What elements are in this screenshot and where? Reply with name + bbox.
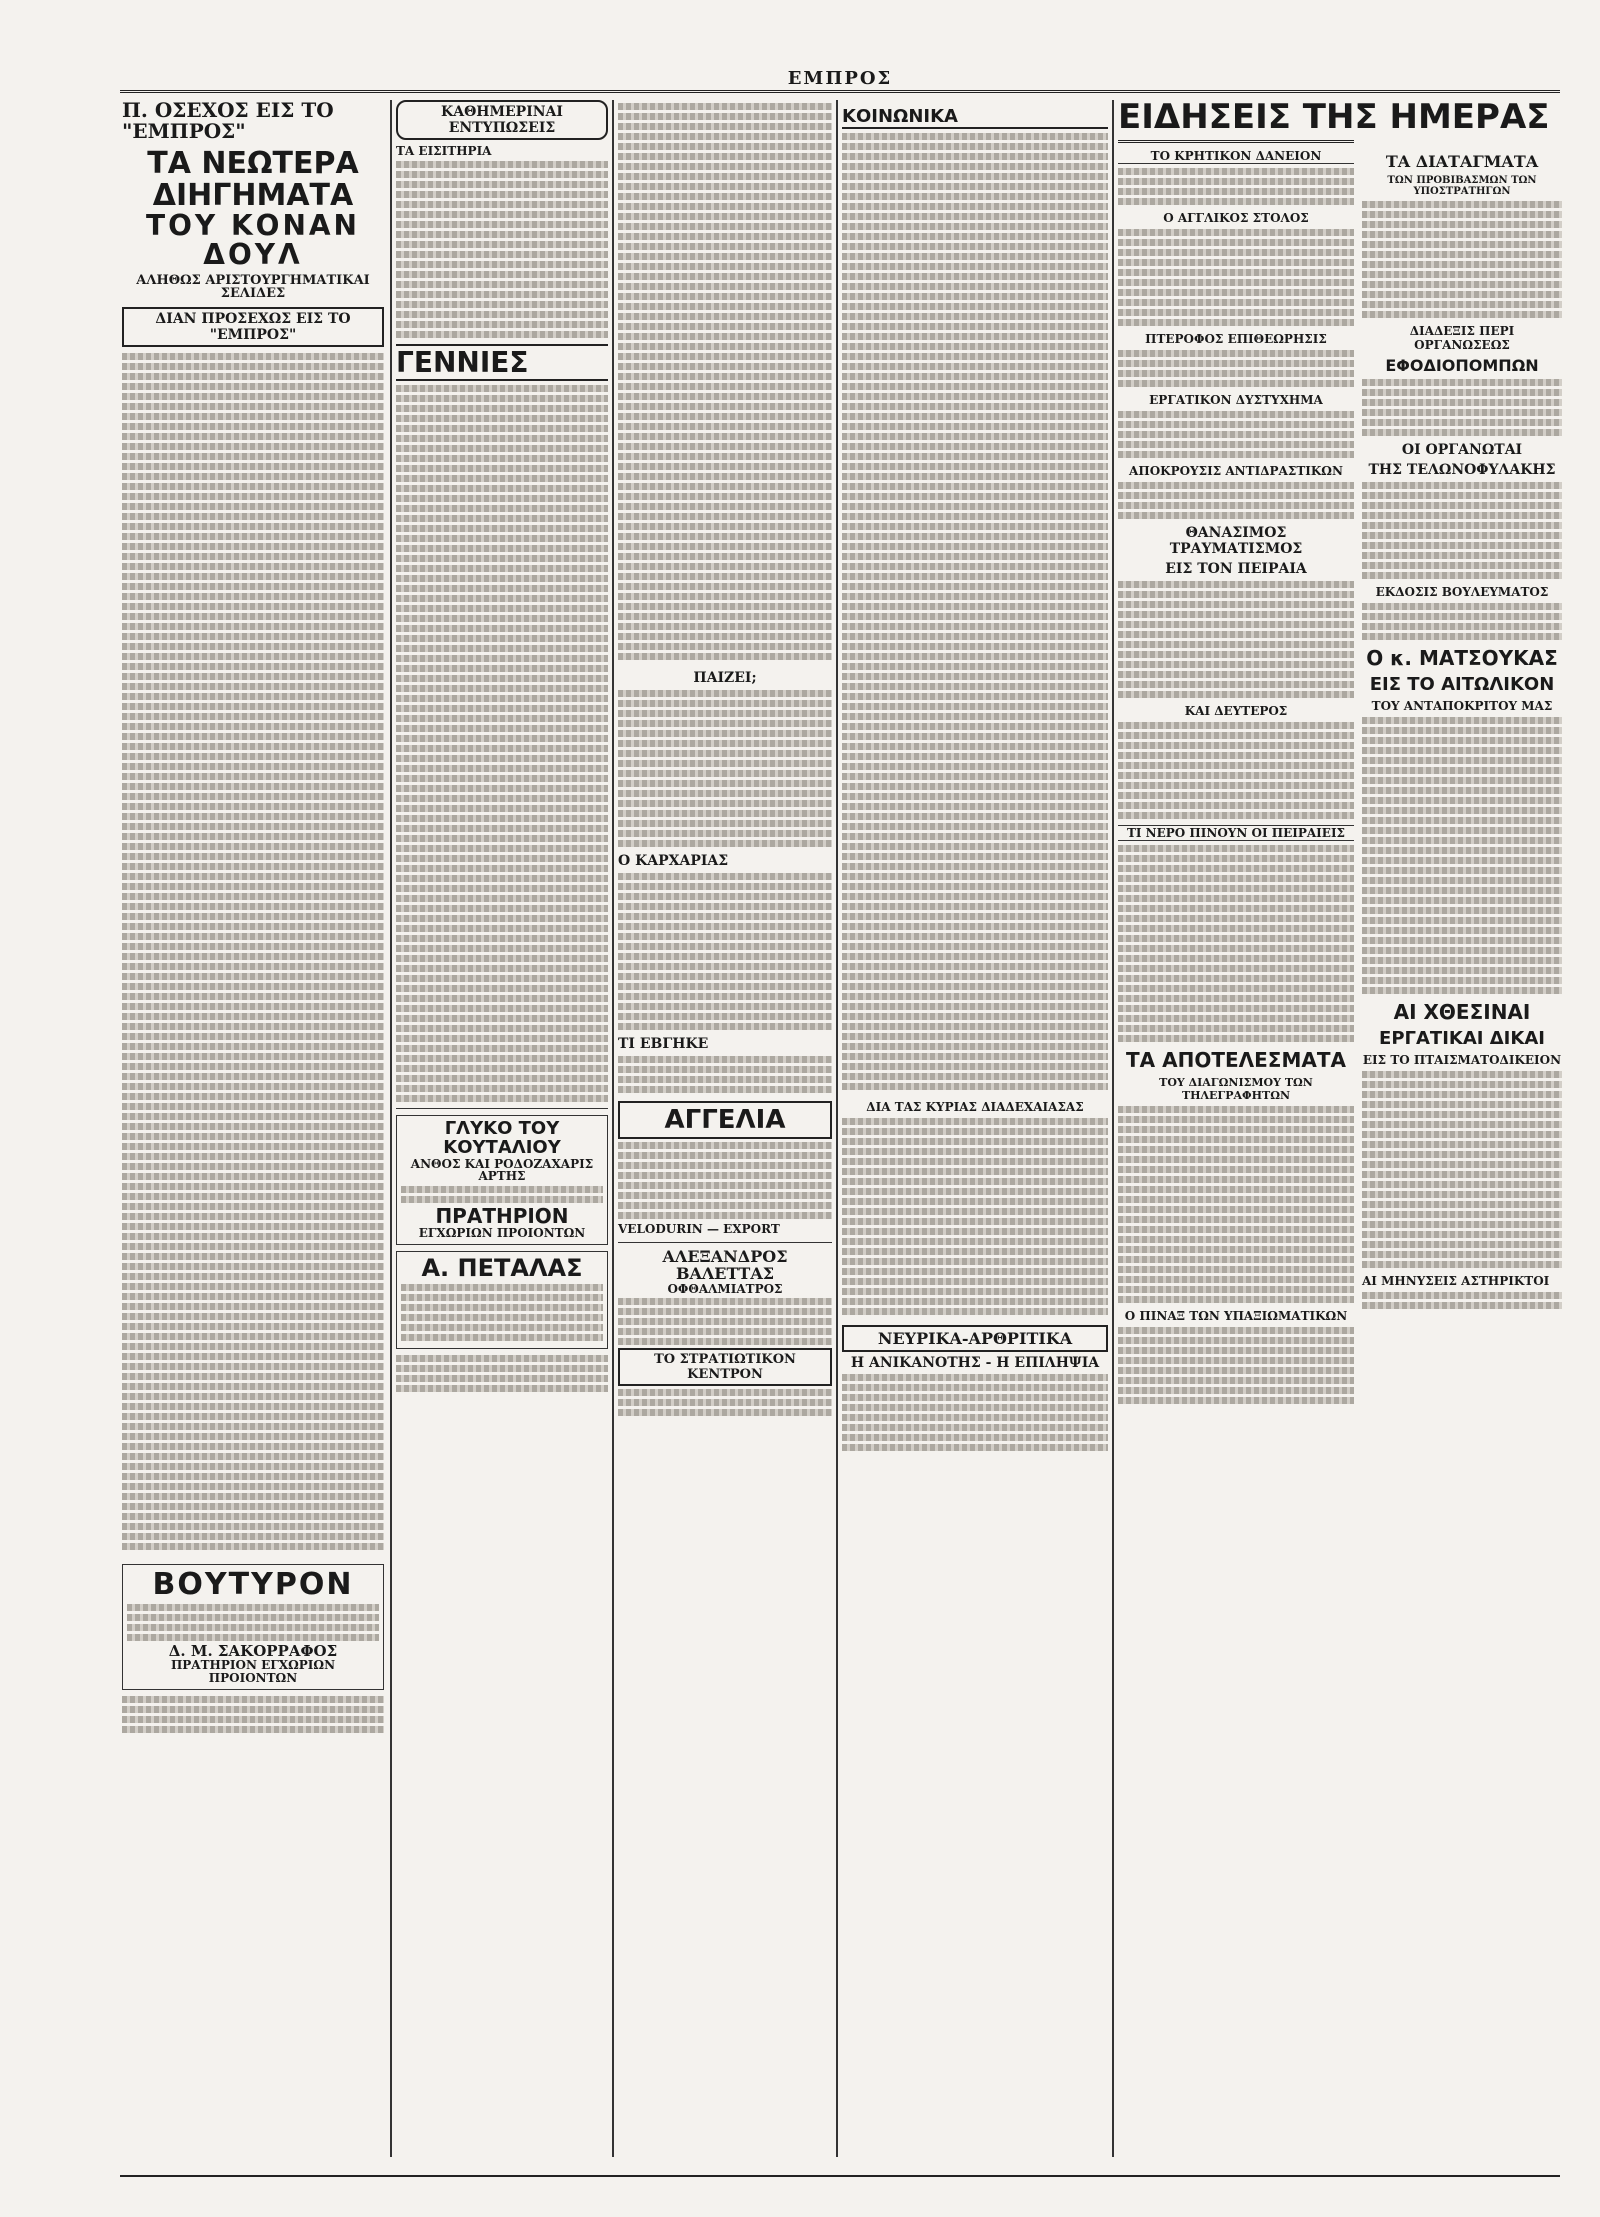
butter-ad [122, 1564, 384, 1689]
heading-pterofos: ΠΤΕΡΟΦΟΣ ΕΠΙΘΕΩΡΗΣΙΣ [1145, 331, 1327, 346]
heading-ekdosis: ΕΚΔΟΣΙΣ ΒΟΥΛΕΥΜΑΤΟΣ [1375, 585, 1549, 599]
heading-antapokritou: ΤΟΥ ΑΝΤΑΠΟΚΡΙΤΟΥ ΜΑΣ [1371, 699, 1553, 713]
nervous-ad-title: ΝΕΥΡΙΚΑ-ΑΡΘΡΙΤΙΚΑ [842, 1325, 1108, 1352]
masthead-name: ΕΜΠΡΟΣ [787, 68, 893, 89]
column-3 [618, 100, 832, 2170]
serial-author: ΤΟΥ ΚΟΝΑΝ ΔΟΥΛ [146, 209, 360, 272]
section-title-gennies: ΓΕΝΝΙΕΣ [396, 344, 608, 381]
heading-efodiopompon: ΕΦΟΔΙΟΠΟΜΠΩΝ [1385, 356, 1539, 375]
veloduri-ad: VELODURIN — EXPORT [618, 1222, 780, 1236]
military-center-ad: ΤΟ ΣΤΡΑΤΙΩΤΙΚΟΝ ΚΕΝΤΡΟΝ [618, 1348, 832, 1386]
heading-plimmeleiodikeion: ΕΙΣ ΤΟ ΠΤΑΙΣΜΑΤΟΔΙΚΕΙΟΝ [1362, 1053, 1562, 1067]
heading-organoseis: ΔΙΑΔΕΞΙΣ ΠΕΡΙ ΟΡΓΑΝΩΣΕΩΣ [1409, 324, 1515, 352]
heading-xthesinai: ΑΙ ΧΘΕΣΙΝΑΙ [1393, 1000, 1531, 1024]
heading-apotelesmata-2: ΤΟΥ ΔΙΑΓΩΝΙΣΜΟΥ ΤΩΝ ΤΗΛΕΓΡΑΦΗΤΩΝ [1159, 1075, 1313, 1102]
heading-diatagmata: ΤΑ ΔΙΑΤΑΓΜΑΤΑ [1385, 152, 1539, 171]
spoon-sweet-title: ΓΛΥΚΟ ΤΟΥ ΚΟΥΤΑΛΙΟΥ [443, 1118, 561, 1158]
section-title-ti-evgike: ΤΙ ΕΒΓΗΚΕ [618, 1036, 709, 1052]
masthead [120, 68, 1560, 93]
butter-ad-seller: Δ. Μ. ΣΑΚΟΡΡΑΦΟΣ [168, 1641, 338, 1660]
heading-aggliko: Ο ΑΓΓΛΙΚΟΣ ΣΤΟΛΟΣ [1163, 210, 1309, 225]
pratirion-title: ΠΡΑΤΗΡΙΟΝ [435, 1203, 569, 1228]
heading-kritiko: ΤΟ ΚΡΗΤΙΚΟΝ ΔΑΝΕΙΟΝ [1118, 149, 1354, 164]
column-rule [390, 100, 392, 2157]
section-title-paizei: ΠΑΙΖΕΙ; [693, 670, 757, 686]
spoon-sweet-ad [396, 1115, 608, 1245]
column-rule [836, 100, 838, 2157]
serial-banner: Π. ΟΣΕΧΟΣ ΕΙΣ ΤΟ "ΕΜΠΡΟΣ" [122, 98, 334, 143]
heading-thanasimos-2: ΕΙΣ ΤΟΝ ΠΕΙΡΑΙΑ [1165, 560, 1307, 577]
heading-nero: ΤΙ ΝΕΡΟ ΠΙΝΟΥΝ ΟΙ ΠΕΙΡΑΙΕΙΣ [1118, 825, 1354, 841]
heading-kai-deuteros: ΚΑΙ ΔΕΥΤΕΡΟΣ [1184, 703, 1288, 718]
heading-apokrousis: ΑΠΟΚΡΟΥΣΙΣ ΑΝΤΙΔΡΑΣΤΙΚΩΝ [1129, 463, 1343, 478]
column-rule [612, 100, 614, 2157]
heading-pinax: Ο ΠΙΝΑΞ ΤΩΝ ΥΠΑΞΙΩΜΑΤΙΚΩΝ [1124, 1308, 1348, 1323]
column-2 [396, 100, 608, 2170]
heading-apotelesmata: ΤΑ ΑΠΟΤΕΛΕΣΜΑΤΑ [1126, 1047, 1346, 1072]
section-title-koinonika: ΚΟΙΝΩΝΙΚΑ [842, 106, 1108, 129]
article-text [122, 353, 384, 1550]
serial-title: ΤΑ ΝΕΩΤΕΡΑ ΔΙΗΓΗΜΑΤΑ [147, 146, 359, 213]
serial-notice: ΔΙΑΝ ΠΡΟΣΕΧΩΣ ΕΙΣ ΤΟ "ΕΜΠΡΟΣ" [122, 307, 384, 347]
heading-matsoukas: Ο κ. ΜΑΤΣΟΥΚΑΣ [1366, 646, 1558, 670]
column-social [842, 100, 1108, 2170]
heading-ergatikai: ΕΡΓΑΤΙΚΑΙ ΔΙΚΑΙ [1379, 1028, 1545, 1049]
daily-impressions-subtitle: ΤΑ ΕΙΣΙΤΗΡΙΑ [396, 144, 492, 158]
petalas-ad [396, 1251, 608, 1349]
column-5 [1362, 100, 1562, 2170]
spoon-sweet-subtitle: ΑΝΘΟΣ ΚΑΙ ΡΟΔΟΖΑΧΑΡΙΣ ΑΡΤΗΣ [410, 1156, 594, 1184]
column-1 [122, 100, 384, 2170]
heading-thanasimos: ΘΑΝΑΣΙΜΟΣ ΤΡΑΥΜΑΤΙΣΜΟΣ [1169, 524, 1303, 557]
column-rule [1112, 100, 1114, 2157]
heading-diatagmata-2: ΤΩΝ ΠΡΟΒΙΒΑΣΜΩΝ ΤΩΝ ΥΠΟΣΤΡΑΤΗΓΩΝ [1387, 175, 1537, 197]
news-of-the-day-title: ΕΙΔΗΣΕΙΣ ΤΗΣ ΗΜΕΡΑΣ [1118, 100, 1354, 143]
petalas-title: Α. ΠΕΤΑΛΑΣ [421, 1253, 583, 1282]
nervous-ad-subtitle: Η ΑΝΙΚΑΝΟΤΗΣ - Η ΕΠΙΛΗΨΙΑ [850, 1355, 1100, 1371]
butter-ad-title: ΒΟΥΤΥΡΟΝ [152, 1567, 354, 1603]
heading-ergatikon: ΕΡΓΑΤΙΚΟΝ ΔΥΣΤΥΧΗΜΑ [1149, 392, 1323, 407]
balettas-title: ΟΦΘΑΛΜΙΑΤΡΟΣ [667, 1281, 783, 1296]
section-title-karcharias: Ο ΚΑΡΧΑΡΙΑΣ [618, 853, 729, 869]
butter-ad-subtitle: ΠΡΑΤΗΡΙΟΝ ΕΓΧΩΡΙΩΝ ΠΡΟΙΟΝΤΩΝ [170, 1658, 336, 1685]
heading-telonofylakis: ΤΗΣ ΤΕΛΩΝΟΦΥΛΑΚΗΣ [1368, 462, 1556, 478]
heading-aitolikon: ΕΙΣ ΤΟ ΑΙΤΩΛΙΚΟΝ [1369, 674, 1555, 695]
heading-organotis: ΟΙ ΟΡΓΑΝΩΤΑΙ [1401, 442, 1523, 458]
heading-minyseis: ΑΙ ΜΗΝΥΣΕΙΣ ΑΣΤΗΡΙΚΤΟΙ [1362, 1274, 1550, 1288]
balettas-name: ΑΛΕΞΑΝΔΡΟΣ ΒΑΛΕΤΤΑΣ [662, 1247, 788, 1283]
serial-subtitle: ΑΛΗΘΩΣ ΑΡΙΣΤΟΥΡΓΗΜΑΤΙΚΑΙ ΣΕΛΙΔΕΣ [136, 272, 370, 302]
section-title-kyries: ΔΙΑ ΤΑΣ ΚΥΡΙΑΣ ΔΙΑΔΕΧΑΙΑΣΑΣ [866, 1100, 1084, 1114]
page-bottom-rule [120, 2175, 1560, 2177]
announcement-title: ΑΓΓΕΛΙΑ [618, 1101, 832, 1139]
daily-impressions-box: ΚΑΘΗΜΕΡΙΝΑΙ ΕΝΤΥΠΩΣΕΙΣ [396, 100, 608, 140]
pratirion-subtitle: ΕΓΧΩΡΙΩΝ ΠΡΟΙΟΝΤΩΝ [418, 1225, 586, 1240]
